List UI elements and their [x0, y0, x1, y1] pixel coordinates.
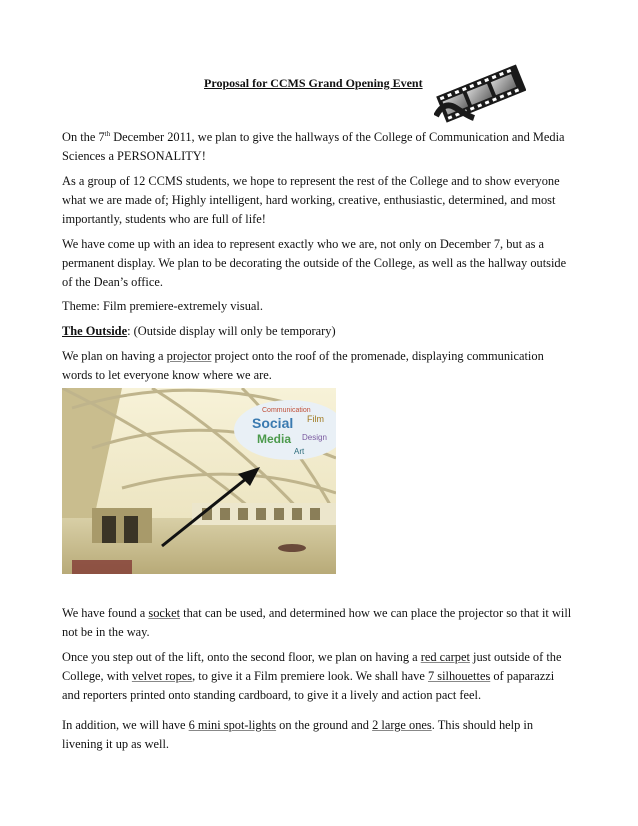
word-cloud-word: Design — [302, 433, 327, 442]
promenade-photo — [62, 388, 336, 574]
carpet-text-1: Once you step out of the lift, onto the second floor, we plan on having a — [62, 650, 421, 664]
paragraph-idea: We have come up with an idea to represent exactly who we are, not only on December 7, but as a permanent display. We plan to be decorating the outside of the College, as well as the hallway outside of the Dean’s office. — [62, 237, 567, 289]
ordinal-suffix: th — [104, 129, 111, 138]
document-title: Proposal for CCMS Grand Opening Event — [204, 76, 423, 90]
paragraph-outside-heading — [62, 322, 572, 341]
spotlights-text-2: on the ground and — [276, 718, 373, 732]
paragraph-projector — [62, 347, 572, 385]
paragraph-group: As a group of 12 CCMS students, we hope to represent the rest of the College and to show everyone what we are made of; Highly intelligent, hard working, creative, enthusiastic, determined, and most importantly, students who are full of life! — [62, 174, 560, 226]
carpet-text-4: of paparazzi and reporters printed onto standing cardboard, to give it a lively and action pact feel. — [62, 669, 555, 702]
spotlights-text-1: In addition, we will have — [62, 718, 189, 732]
velvet-ropes-term: velvet ropes — [131, 669, 193, 683]
spotlights-text-3: . This should help in livening it up as well. — [62, 718, 534, 751]
word-cloud-word: Communication — [262, 407, 311, 414]
intro-text-start: On the 7 — [62, 130, 105, 144]
socket-text-start: We have found a — [62, 606, 149, 620]
paragraph-intro — [62, 128, 572, 166]
projector-text-end: project onto the roof of the promenade, displaying communication words to let everyone know where we are. — [62, 349, 544, 382]
socket-term: socket — [148, 606, 181, 620]
promenade-illustration — [62, 388, 336, 574]
mini-spotlights-term: 6 mini spot-lights — [188, 718, 277, 732]
intro-text-end: December 2011, we plan to give the hallways of the College of Communication and Media Sciences a PERSONALITY! — [62, 130, 565, 163]
word-cloud-word: Film — [307, 414, 324, 424]
paragraph-spotlights — [62, 716, 572, 754]
paragraph-theme: Theme: Film premiere-extremely visual. — [62, 299, 263, 313]
paragraph-socket — [62, 604, 572, 642]
carpet-text-3: , to give it a Film premiere look. We shall have — [192, 669, 428, 683]
word-cloud-word: Media — [257, 432, 292, 446]
word-cloud-word: Art — [294, 447, 305, 456]
red-carpet-term: red carpet — [420, 650, 470, 664]
large-spotlights-term: 2 large ones — [372, 718, 432, 732]
silhouettes-term: 7 silhouettes — [427, 669, 491, 683]
film-reel-icon — [434, 60, 526, 126]
socket-text-end: that can be used, and determined how we can place the projector so that it will not be in the way. — [62, 606, 572, 639]
projector-text-start: We plan on having a — [62, 349, 167, 363]
paragraph-red-carpet — [62, 648, 572, 705]
section-heading-outside: The Outside — [62, 324, 128, 338]
section-heading-note: : (Outside display will only be temporary) — [127, 324, 336, 338]
projector-term: projector — [166, 349, 212, 363]
carpet-text-2: just outside of the College, with — [62, 650, 562, 683]
word-cloud-word: Social — [252, 415, 294, 431]
